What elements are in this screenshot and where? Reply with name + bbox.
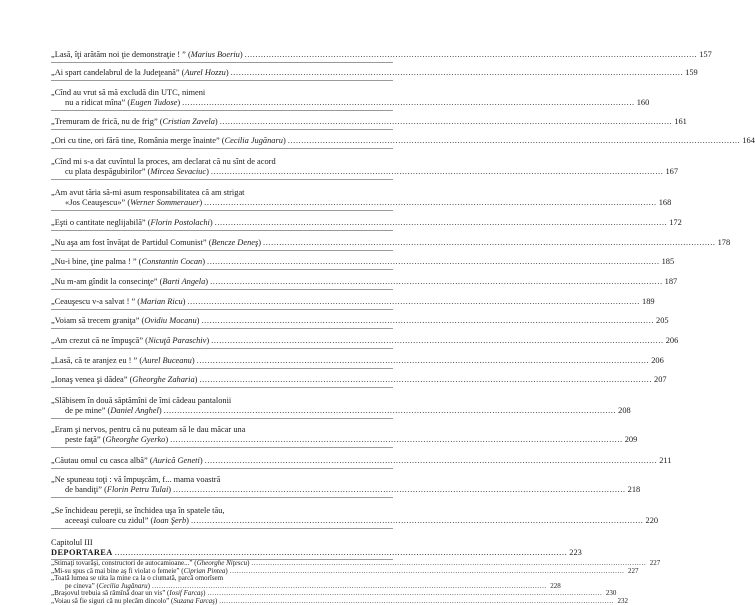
entry-author: Florin Postolachi	[150, 218, 210, 227]
toc-entry[interactable]	[51, 506, 659, 526]
entry-title: „Braşovul trebuia să rămînă doar un vis” (Iosif Farcaş)	[51, 589, 206, 598]
toc-entry[interactable]	[51, 596, 629, 605]
entry-title-continued: de pe mine” (Daniel Anghel)	[65, 406, 162, 416]
entry-author: Aurel Hozzu	[184, 68, 226, 77]
toc-entry[interactable]	[51, 238, 731, 248]
toc-entry[interactable]	[51, 425, 638, 445]
entry-author: Barti Angela	[162, 277, 206, 286]
page-number: 161	[674, 117, 687, 126]
toc-entry[interactable]	[51, 117, 687, 127]
page-number: 218	[627, 485, 641, 495]
page-number: 185	[661, 257, 675, 266]
entry-title: „Slăbisem în două săptămîni de îmi cădeau pantalonii	[51, 396, 232, 405]
dot-leader	[205, 456, 658, 466]
divider	[51, 348, 393, 349]
divider	[51, 528, 393, 529]
dot-leader	[210, 277, 663, 287]
toc-entry[interactable]	[51, 475, 641, 495]
entry-title-continued: de bandiţi” (Florin Petru Tulai)	[65, 485, 172, 495]
toc-entry[interactable]	[51, 157, 679, 177]
toc-entry[interactable]	[51, 574, 561, 590]
entry-title-continued: nu a ridicat mîna” (Eugen Tudose)	[65, 98, 181, 108]
entry-title-continued: cu plata despăgubirilor” (Mircea Sevaciuc)	[65, 167, 209, 177]
toc-entry[interactable]	[51, 297, 655, 307]
page-number: 227	[649, 559, 661, 567]
toc-entry[interactable]	[51, 277, 678, 287]
page-number: 228	[550, 581, 561, 590]
divider	[51, 289, 393, 290]
page-number: 172	[669, 218, 682, 227]
dot-leader	[219, 598, 614, 605]
dot-leader	[220, 117, 673, 127]
dot-leader	[245, 50, 698, 60]
page-number: 160	[636, 98, 650, 108]
entry-author: Marian Ricu	[140, 297, 183, 306]
toc-entry[interactable]	[51, 136, 755, 146]
page-number: 230	[605, 589, 617, 598]
entry-title-continued: peste faţă” (Gheorghe Gyerko)	[65, 435, 169, 445]
page-number: 208	[618, 406, 631, 416]
entry-title: „Ne spuneau toţi : vă împuşcăm, f... mama voastră	[51, 475, 221, 484]
entry-author: Ovidiu Mocanu	[144, 316, 197, 325]
divider	[51, 468, 393, 469]
toc-entry[interactable]	[51, 257, 675, 267]
entry-title: „Toată lumea se uita la mine ca la o ciumată, parcă omorîsem	[51, 574, 224, 583]
entry-title: „Ceauşescu v-a salvat ! ” (Marian Ricu)	[51, 297, 186, 306]
toc-entry[interactable]	[51, 218, 682, 228]
divider	[51, 497, 393, 498]
divider	[51, 179, 393, 180]
page-number: 211	[659, 456, 672, 465]
chapter-heading[interactable]	[51, 538, 582, 558]
entry-author: Aurel Buceanu	[142, 356, 192, 365]
entry-title: „Ori cu tine, ori fără tine, România merge înainte” (Cecilia Jugănaru)	[51, 136, 286, 145]
divider	[51, 368, 393, 369]
divider	[51, 328, 393, 329]
page-number: 232	[617, 596, 629, 605]
divider	[51, 447, 393, 448]
toc-entry[interactable]	[51, 396, 631, 416]
page-number: 206	[665, 336, 679, 345]
entry-author: Gheorghe Niţescu	[196, 559, 248, 567]
page-number: 209	[624, 435, 638, 445]
entry-author: Iosif Farcaş	[169, 589, 204, 598]
entry-title: „Eşti o cantitate neglijabilă” (Florin Postolachi)	[51, 218, 213, 227]
page-number: 167	[665, 167, 679, 177]
entry-title: „Am avut tăria să-mi asum responsabilitatea că am strigat	[51, 188, 245, 197]
dot-leader	[173, 485, 626, 495]
entry-title: „Nu-i bine, ţine palma ! ” (Constantin Cocan)	[51, 257, 205, 266]
page-number: 207	[654, 375, 667, 384]
entry-title: „Cînd mi s-a dat cuvîntul la proces, am declarat că nu sînt de acord	[51, 157, 276, 166]
toc-entry[interactable]	[51, 188, 672, 208]
page-number: 223	[569, 548, 582, 558]
dot-leader	[207, 257, 660, 267]
divider	[51, 210, 393, 211]
toc-entry[interactable]	[51, 375, 667, 385]
entry-author: Ioan Şerb	[153, 516, 187, 526]
entry-author: Eugen Tudose	[130, 98, 178, 108]
divider	[51, 110, 393, 111]
divider	[51, 148, 393, 149]
dot-leader	[187, 297, 640, 307]
page-number: 220	[645, 516, 659, 526]
divider	[51, 250, 393, 251]
divider	[51, 80, 393, 81]
toc-entry[interactable]	[51, 456, 672, 466]
dot-leader	[164, 406, 617, 416]
divider	[51, 62, 393, 63]
entry-title: „Nu m-am gîndit la consecinţe” (Barti Angela)	[51, 277, 209, 286]
page-number: 189	[642, 297, 655, 306]
entry-title: „Cînd au vrut să mă excludă din UTC, nimeni	[51, 88, 206, 97]
dot-leader	[211, 167, 664, 177]
dot-leader	[199, 375, 652, 385]
entry-title: „Căutau omul cu casca albă” (Aurică Geneti)	[51, 456, 203, 465]
toc-entry[interactable]	[51, 336, 679, 346]
entry-title: „Voiam să trecem graniţa” (Ovidiu Mocanu)	[51, 316, 200, 325]
toc-entry[interactable]	[51, 356, 664, 366]
dot-leader	[201, 316, 654, 326]
entry-title-continued: «Jos Ceauşescu»” (Werner Sommerauer)	[65, 198, 203, 208]
dot-leader	[288, 136, 741, 146]
dot-leader	[197, 356, 650, 366]
page-number: 178	[717, 238, 731, 247]
dot-leader	[170, 435, 623, 445]
entry-title: „Nu aşa am fost învăţat de Partidul Comunist” (Bencze Deneş)	[51, 238, 262, 247]
entry-title: „Lasă, că te aranjez eu ! ” (Aurel Buceanu)	[51, 356, 195, 365]
table-of-contents	[51, 0, 755, 605]
toc-entry[interactable]	[51, 316, 669, 326]
entry-title: „Ionaş venea şi dădea” (Gheorghe Zaharia)	[51, 375, 198, 384]
entry-author: Bencze Deneş	[211, 238, 259, 247]
page-number: 168	[658, 198, 672, 208]
dot-leader	[263, 238, 716, 248]
entry-author: Constantin Cocan	[141, 257, 203, 266]
page-number: 187	[664, 277, 678, 286]
entry-author: Suzana Farcaş	[173, 596, 215, 605]
entry-title: „Lasă, îţi arătăm noi ţie demonstraţie ! ” (Marius Boeriu)	[51, 50, 243, 59]
dot-leader	[182, 98, 635, 108]
divider	[51, 129, 393, 130]
toc-entry[interactable]	[51, 68, 698, 78]
dot-leader	[230, 568, 625, 575]
entry-title: „Stimaţi tovarăşi, constructori de autocamioane...” (Gheorghe Niţescu)	[51, 559, 250, 567]
entry-author: Daniel Anghel	[110, 406, 159, 416]
entry-title-continued: pe cineva” (Cecilia Jugănaru)	[65, 581, 150, 590]
page-number: 205	[656, 316, 669, 325]
entry-author: Ciprian Pintea	[183, 566, 226, 575]
entry-title: „Am crezut că ne împuşcă” (Nicuţă Paraschiv)	[51, 336, 210, 345]
chapter-title: DEPORTAREA	[51, 548, 113, 558]
entry-author: Marius Boeriu	[190, 50, 240, 59]
entry-title-continued: aceeaşi culoare cu zidul” (Ioan Şerb)	[65, 516, 189, 526]
entry-author: Aurică Geneti	[152, 456, 200, 465]
page-number: 164	[742, 136, 755, 145]
divider	[51, 269, 393, 270]
divider	[51, 387, 393, 388]
dot-leader	[191, 516, 644, 526]
entry-author: Cristian Zavela	[162, 117, 215, 126]
entry-author: Cecilia Jugănaru	[98, 581, 148, 590]
entry-author: Werner Sommerauer	[130, 198, 200, 208]
dot-leader	[215, 218, 668, 228]
dot-leader	[231, 68, 684, 78]
entry-author: Cecilia Jugănaru	[224, 136, 283, 145]
divider	[51, 230, 393, 231]
divider	[51, 418, 393, 419]
dot-leader	[115, 548, 568, 558]
entry-title: „Tremuram de frică, nu de frig” (Cristian Zavela)	[51, 117, 218, 126]
entry-author: Gheorghe Gyerko	[105, 435, 166, 445]
page-number: 159	[685, 68, 698, 77]
dot-leader	[204, 198, 657, 208]
entry-title: „Eram şi nervos, pentru că nu puteam să le dau măcar una	[51, 425, 246, 434]
entry-title: „Ai spart candelabrul de la Judeţeană” (Aurel Hozzu)	[51, 68, 229, 77]
entry-author: Florin Petru Tulai	[106, 485, 169, 495]
entry-title: „Voiau să fie siguri că nu plecăm dincolo” (Suzana Farcaş)	[51, 596, 218, 605]
entry-author: Gheorghe Zaharia	[132, 375, 195, 384]
chapter-label: Capitolul III	[51, 538, 93, 547]
entry-title: „Mi-su spus că mai bine aş fi violat o femeie” (Ciprian Pintea)	[51, 566, 228, 575]
entry-title: „Se închideau pereţii, se închidea uşa în spatele tău,	[51, 506, 225, 515]
toc-entry[interactable]	[51, 88, 650, 108]
entry-author: Mircea Sevaciuc	[150, 167, 207, 177]
divider	[51, 309, 393, 310]
page-number: 157	[699, 50, 712, 59]
entry-author: Nicuţă Paraschiv	[147, 336, 207, 345]
page-number: 227	[628, 566, 639, 575]
toc-entry[interactable]	[51, 50, 712, 60]
page-number: 206	[651, 356, 664, 365]
dot-leader	[211, 336, 664, 346]
